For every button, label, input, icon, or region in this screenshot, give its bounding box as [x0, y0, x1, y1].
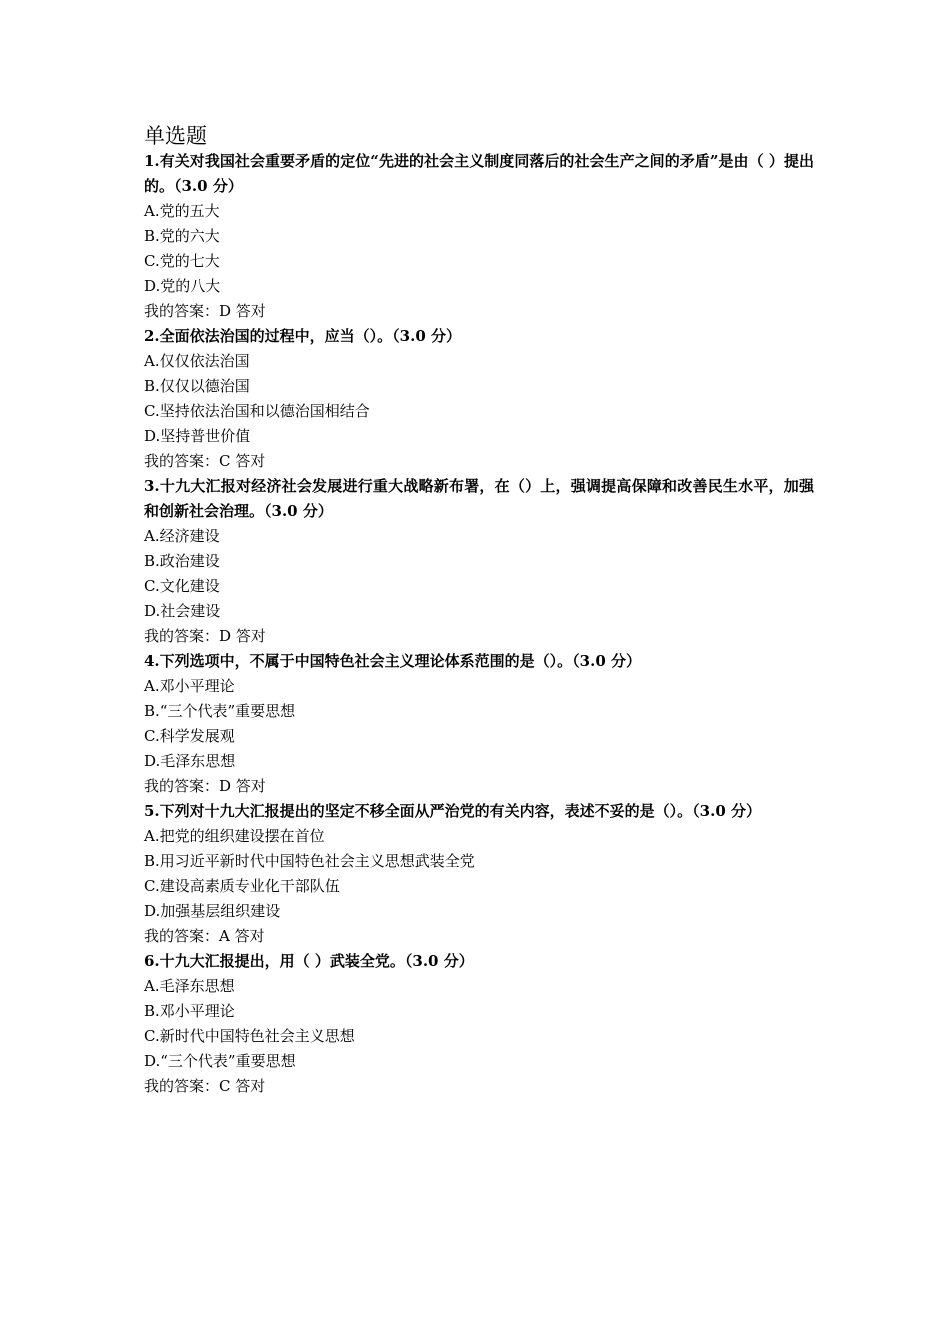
option-c: C.建设高素质专业化干部队伍 [144, 877, 340, 895]
question-5 [144, 799, 814, 949]
option-a: A.毛泽东思想 [144, 977, 235, 995]
option-c: C.科学发展观 [144, 727, 235, 745]
option-b: B.邓小平理论 [144, 1002, 235, 1020]
question-6 [144, 949, 814, 1099]
question-text: 5.下列对十九大汇报提出的坚定不移全面从严治党的有关内容，表述不妥的是（）。（3.0 分） [144, 802, 761, 820]
my-answer: 我的答案：D 答对 [144, 627, 266, 645]
option-d: D.坚持普世价值 [144, 427, 251, 445]
option-b: B.党的六大 [144, 227, 220, 245]
question-1 [144, 149, 814, 324]
option-d: D.毛泽东思想 [144, 752, 236, 770]
question-text: 4.下列选项中，不属于中国特色社会主义理论体系范围的是（）。（3.0 分） [144, 652, 641, 670]
option-d: D.“三个代表”重要思想 [144, 1052, 296, 1070]
question-text: 1.有关对我国社会重要矛盾的定位“先进的社会主义制度同落后的社会生产之间的矛盾”是由（ ）提出的。（3.0 分） [144, 152, 814, 195]
option-a: A.党的五大 [144, 202, 220, 220]
option-a: A.仅仅依法治国 [144, 352, 250, 370]
question-4 [144, 649, 814, 799]
option-a: A.邓小平理论 [144, 677, 235, 695]
question-text: 2.全面依法治国的过程中，应当（）。（3.0 分） [144, 327, 461, 345]
my-answer: 我的答案：C 答对 [144, 1077, 266, 1095]
option-a: A.把党的组织建设摆在首位 [144, 827, 325, 845]
option-c: C.坚持依法治国和以德治国相结合 [144, 402, 370, 420]
option-d: D.社会建设 [144, 602, 221, 620]
document-page [144, 121, 814, 1099]
option-b: B.政治建设 [144, 552, 220, 570]
question-text: 6.十九大汇报提出，用（ ）武装全党。（3.0 分） [144, 952, 474, 970]
my-answer: 我的答案：A 答对 [144, 927, 265, 945]
question-3 [144, 474, 814, 649]
option-d: D.党的八大 [144, 277, 221, 295]
option-d: D.加强基层组织建设 [144, 902, 281, 920]
option-c: C.文化建设 [144, 577, 220, 595]
option-a: A.经济建设 [144, 527, 220, 545]
option-b: B.仅仅以德治国 [144, 377, 250, 395]
my-answer: 我的答案：C 答对 [144, 452, 266, 470]
my-answer: 我的答案：D 答对 [144, 302, 266, 320]
option-c: C.新时代中国特色社会主义思想 [144, 1027, 355, 1045]
my-answer: 我的答案：D 答对 [144, 777, 266, 795]
section-title: 单选题 [144, 124, 207, 148]
option-b: B.“三个代表”重要思想 [144, 702, 296, 720]
question-text: 3.十九大汇报对经济社会发展进行重大战略新布署，在（）上，强调提高保障和改善民生水平，加强和创新社会治理。（3.0 分） [144, 477, 814, 520]
question-2 [144, 324, 814, 474]
option-c: C.党的七大 [144, 252, 220, 270]
option-b: B.用习近平新时代中国特色社会主义思想武装全党 [144, 852, 475, 870]
